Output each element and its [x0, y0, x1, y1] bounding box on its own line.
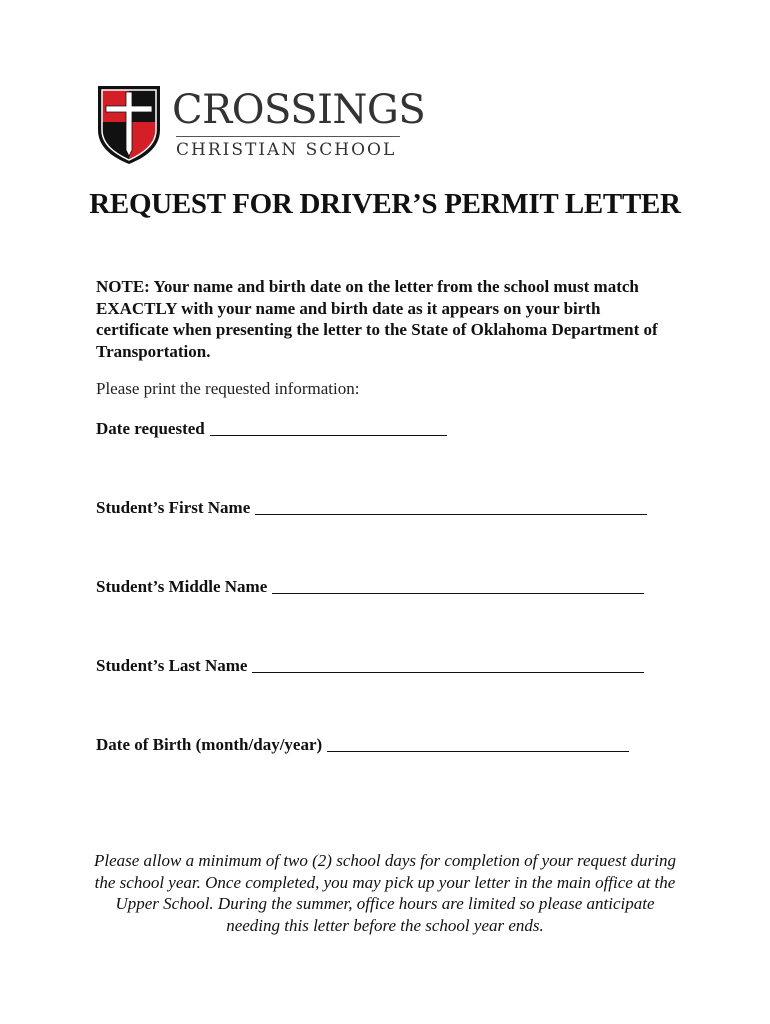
first-name-label: Student’s First Name	[96, 498, 251, 517]
date-of-birth-input-line[interactable]	[327, 750, 629, 752]
date-of-birth-label: Date of Birth (month/day/year)	[96, 735, 323, 754]
school-logo	[96, 84, 426, 168]
date-requested-input-line[interactable]	[210, 434, 447, 436]
first-name-input-line[interactable]	[255, 513, 647, 515]
logo-name-line2: CHRISTIAN SCHOOL	[176, 140, 397, 160]
note-paragraph: NOTE: Your name and birth date on the letter from the school must match EXACTLY with your name and birth date as it appears on your birth certificate when presenting the letter to the State of Oklahoma Department of Transportation.	[96, 277, 658, 361]
logo-divider	[176, 136, 400, 137]
last-name-label: Student’s Last Name	[96, 656, 248, 675]
date-requested-field[interactable]	[96, 416, 447, 440]
logo-name-line1: CROSSINGS	[172, 87, 426, 133]
date-of-birth-field[interactable]	[96, 732, 629, 756]
last-name-field[interactable]	[96, 653, 644, 677]
shield-icon	[96, 84, 162, 166]
footer-note: Please allow a minimum of two (2) school days for completion of your request during the school year. Once completed, you may pick up your letter in the main office at the Upper School. During the summer, office hours are limited so please anticipate needing this letter before the school year ends.	[93, 851, 677, 935]
instruction-text: Please print the requested information:	[96, 379, 360, 398]
date-requested-label: Date requested	[96, 419, 205, 438]
page-title: REQUEST FOR DRIVER’S PERMIT LETTER	[89, 188, 681, 220]
middle-name-field[interactable]	[96, 574, 644, 598]
middle-name-label: Student’s Middle Name	[96, 577, 268, 596]
first-name-field[interactable]	[96, 495, 647, 519]
last-name-input-line[interactable]	[252, 671, 644, 673]
middle-name-input-line[interactable]	[272, 592, 644, 594]
